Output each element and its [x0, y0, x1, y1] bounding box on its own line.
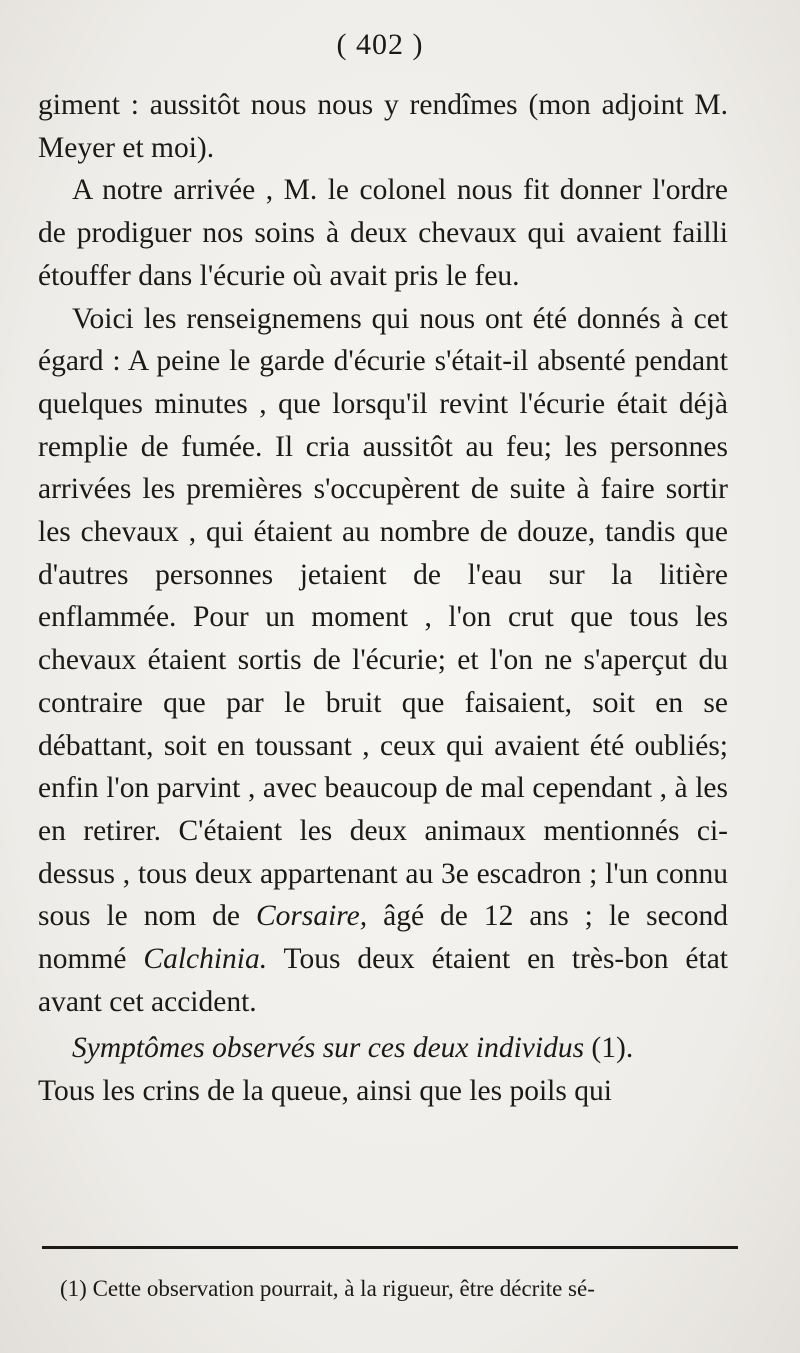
paragraph-3-text: Voici les renseignemens qui nous ont été donnés à cet égard : A peine le garde d'écurie s'était-il absenté pendant quelques minutes , que lorsqu'il revint l'écurie était déjà remplie de fumée. Il cria aussitôt au feu; les personnes arrivées les premières s'occupèrent de suite à faire sortir les chevaux , qui étaient au nombre de douze, tandis que d'autres personnes jetaient de l'eau sur la litière enflammée. Pour un moment , l'on crut que tous les chevaux étaient sortis de l'écurie; et l'on ne s'aperçut du contraire que par le bruit que faisaient, soit en se débattant, soit en toussant , ceux qui avaient été oubliés; enfin l'on parvint , avec beaucoup de mal cependant , à les en retirer. C'étaient les deux animaux mentionnés ci-dessus , tous deux appartenant au 3e escadron ; l'un connu sous le nom de — [38, 302, 728, 933]
paragraph-3 — [38, 298, 728, 1024]
paragraph-4: Tous les crins de la queue, ainsi que les poils qui — [38, 1075, 612, 1108]
paragraph-3-end: Tous deux étaient en très-bon état avant cet accident. — [38, 943, 728, 1018]
body-text — [38, 84, 728, 1113]
footnote-rule — [42, 1246, 738, 1249]
paragraph-1: giment : aussitôt nous nous y rendîmes (mon adjoint M. Meyer et moi). — [38, 89, 728, 164]
horse-name-calchinia: Calchinia. — [143, 943, 268, 976]
footnote-reference: (1). — [584, 1032, 634, 1065]
paragraph-2: A notre arrivée , M. le colonel nous fit donner l'ordre de prodiguer nos soins à deux chevaux qui avaient failli étouffer dans l'écurie où avait pris le feu. — [38, 174, 728, 292]
paragraph-3-mid: âgé de 12 ans ; le second nommé — [38, 900, 729, 976]
horse-name-corsaire: Corsaire, — [255, 900, 368, 933]
section-heading — [38, 1027, 728, 1070]
section-heading-text: Symptômes observés sur ces deux individus — [72, 1032, 585, 1065]
footnote: (1) Cette observation pourrait, à la rigueur, être décrite sé- — [60, 1276, 595, 1301]
page-number: ( 402 ) — [336, 28, 424, 61]
